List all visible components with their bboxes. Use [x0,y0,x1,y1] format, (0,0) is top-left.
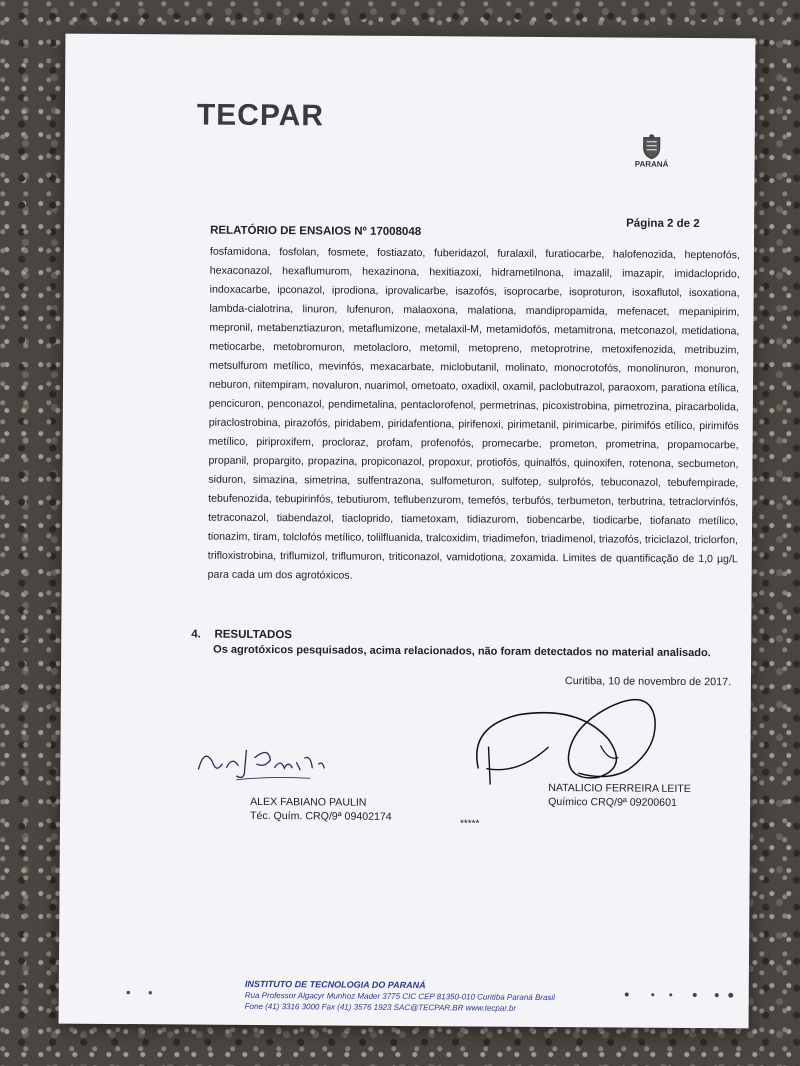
left-signatory-name: ALEX FABIANO PAULIN [250,795,367,809]
page-number: Página 2 de 2 [626,217,700,231]
seal-label: PARANÁ [634,159,669,169]
left-signature [190,739,330,785]
footer-marks-left [125,988,165,998]
separator-stars: ***** [459,818,480,830]
left-signatory-role: Téc. Quím. CRQ/9ª 09402174 [249,809,392,823]
coat-of-arms-icon [641,134,663,160]
pesticide-list: fosfamidona, fosfolan, fosmete, fostiazato, fuberidazol, furalaxil, furatiocarbe, halofenozida, heptenofós, hexaconazol, hexaflumurom, hexazinona, hexitiazoxi, hidrametilnona, imazalil, imazapir, imidacloprido, indoxacarbe, ipconazol, iprodiona, iprovalicarbe, isazofós, isoprocarbe, isoproturon, isoxaflutol, isoxationa, lambda-cialotrina, linuron, lufenuron, malaoxona, malationa, mandipropamida, mefenacet, mepanipirim, mepronil, metabenztiazuron, metaflumizone, metalaxil-M, metamidofós, metamitrona, metconazol, metidationa, metiocarbe, metobromuron, metolacloro, metomil, metopreno, metoprotrine, metoxifenozida, metribuzim, metsulfurom metílico, mevinfós, mexacarbate, miclobutanil, molinato, monocrotofós, monolinuron, monuron, neburon, nitempiram, novaluron, nuarimol, ometoato, oxadixil, oxamil, paclobutrazol, paraoxom, parationa etílica, pencicuron, penconazol, pendimetalina, pentaclorofenol, permetrinas, picoxistrobina, pimetrozina, piracarbolida, piraclostrobina, pirazofós, piridabem, piridafentiona, pirifenoxi, pirimetanil, pirimicarbe, pirimifós etílico, pirimifós metílico, piriproxifem, procloraz, profam, profenofós, promecarbe, prometon, prometrina, propamocarbe, propanil, propargito, propazina, propiconazol, propoxur, protiofós, quinalfós, quinoxifen, rotenona, secbumeton, siduron, simazina, simetrina, sulfentrazona, sulfometuron, sulfotep, sulprofós, tebuconazol, tebufempirade, tebufenozida, tebupirinfós, tebutiurom, teflubenzurom, temefós, terbufós, terbumeton, terbutrina, tetraclorvinfós, tetraconazol, tiabendazol, tiacloprido, tiametoxam, tidiazurom, tiobencarbe, tiodicarbe, tiofanato metílico, tionazim, tiram, tolclofós metílico, tolilfluanida, tralcoxidim, triadimefon, triadimenol, triazofós, triciclazol, triclorfon, trifloxistrobina, triflumizol, triflumuron, triticonazol, vamidotiona, zoxamida. Limites de quantificação de 1,0 µg/L para cada um dos agrotóxicos. [207,245,740,582]
document-page [59,34,756,1029]
section-heading [191,628,292,641]
footer-address: Rua Professor Algacyr Munhoz Mader 3775 CIC CEP 81350-010 Curitiba Paraná Brasil [244,990,556,1003]
place-date: Curitiba, 10 de novembro de 2017. [564,675,732,689]
right-signatory [548,781,691,810]
section-number: 4. [191,628,201,641]
report-id: RELATÓRIO DE ENSAIOS Nº 17008048 [210,224,422,239]
footer-contact: Fone (41) 3316 3000 Fax (41) 3576 1923 SAC@TECPAR.BR www.tecpar.br [244,1001,517,1013]
footer-marks-right [619,987,739,1002]
tecpar-logo: TECPAR [196,98,325,133]
footer-org: INSTITUTO DE TECNOLOGIA DO PARANÁ [244,978,426,991]
right-signatory-name: NATALICIO FERREIRA LEITE [548,781,691,795]
footer [245,979,555,1014]
parana-seal [631,134,673,169]
result-statement: Os agrotóxicos pesquisados, acima relacionados, não foram detectados no material analisado. [213,643,711,660]
section-title: RESULTADOS [214,628,293,642]
right-signatory-role: Químico CRQ/9ª 09200601 [548,795,677,809]
left-signatory [250,795,392,824]
right-signature [458,676,669,787]
